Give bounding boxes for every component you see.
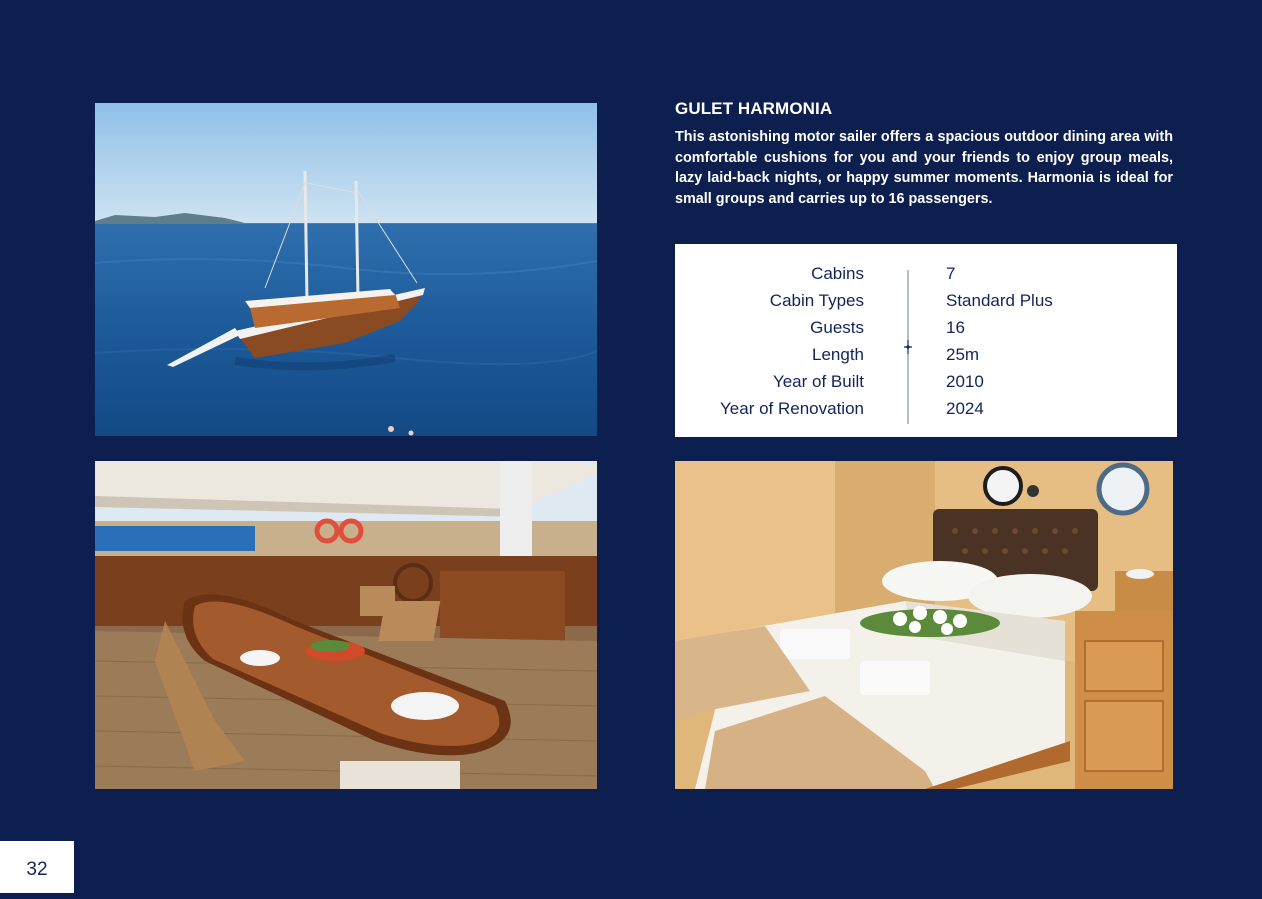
cabin-bedroom-photo [675, 461, 1173, 789]
spec-divider [902, 270, 914, 424]
spec-value-year-renovation: 2024 [946, 399, 984, 418]
gulet-at-sea-photo [95, 103, 597, 436]
deck-dining-photo [95, 461, 597, 789]
spec-values-column [946, 260, 1053, 422]
spec-label-year-renovation: Year of Renovation [720, 399, 864, 418]
spec-value-year-built: 2010 [946, 372, 984, 391]
spec-label-year-built: Year of Built [772, 372, 864, 391]
spec-value-guests: 16 [946, 318, 965, 337]
spec-label-cabins: Cabins [811, 264, 864, 283]
page-number: 32 [0, 841, 74, 893]
boat-name-heading: GULET HARMONIA [675, 99, 833, 118]
spec-label-guests: Guests [810, 318, 864, 337]
spec-labels-column [720, 260, 864, 422]
spec-value-cabins: 7 [946, 264, 956, 283]
spec-label-length: Length [812, 345, 864, 364]
boat-description: This astonishing motor sailer offers a spacious outdoor dining area with comfortable cushions for you and your friends to enjoy group meals, lazy laid-back nights, or happy summer moments. Harmonia is ideal for small groups and carries up to 16 passengers. [675, 129, 1173, 207]
spec-value-length: 25m [946, 345, 980, 364]
spec-label-cabin-types: Cabin Types [769, 291, 864, 310]
spec-value-cabin-types: Standard Plus [946, 291, 1053, 310]
specs-panel [675, 244, 1177, 437]
